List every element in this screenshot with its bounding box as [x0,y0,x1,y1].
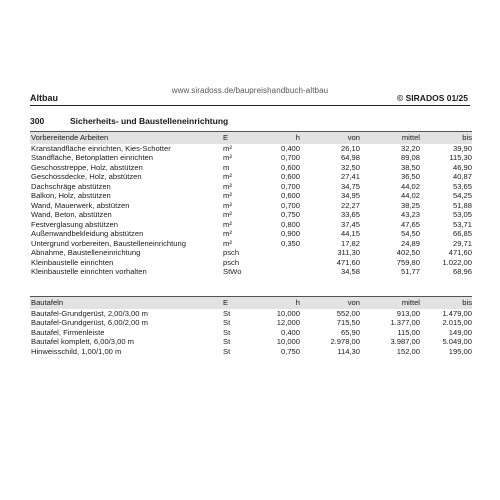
cell-description: Hinweisschild, 1,00/1,00 m [31,346,122,356]
table-row [30,347,472,357]
cell-bis: 2.015,00 [442,318,472,327]
cell-hours [262,267,300,277]
cell-mittel: 38,50 [400,162,420,172]
table-header-row [30,297,472,309]
table-row [30,239,472,249]
cell-description: Kleinbaustelle einrichten [31,257,114,267]
cell-mittel: 115,00 [397,327,420,337]
cell-unit: m² [223,181,232,191]
cell-bis: 149,00 [448,327,472,337]
cell-unit: St [223,318,231,327]
column-header-hours: h [262,297,300,309]
cell-hours: 0,400 [280,143,300,153]
table-row [30,182,472,192]
cell-hours: 0,400 [280,327,300,337]
table-row [30,258,472,268]
section-number: 300 [30,116,45,126]
cell-von: 311,30 [337,248,360,257]
cell-mittel: 44,02 [400,181,420,191]
cell-unit: psch [223,248,240,257]
cell-unit: psch [223,257,240,267]
construction-signs-table [30,296,472,356]
cell-von: 34,95 [340,191,360,200]
cell-bis: 1.479,00 [442,308,472,318]
table-row [30,210,472,220]
edition-label: © SIRADOS 01/25 [397,93,468,103]
table-row [30,191,472,201]
cell-hours: 0,750 [280,346,300,356]
cell-unit: m² [223,229,232,238]
cell-mittel: 32,20 [400,143,420,153]
cell-description: Bautafel komplett, 6,00/3,00 m [31,337,134,346]
column-header-unit: E [222,297,262,309]
column-header-description: Vorbereitende Arbeiten [30,132,222,144]
cell-mittel: 24,89 [400,238,420,248]
cell-von: 27,41 [340,172,360,181]
cell-description: Kranstandfläche einrichten, Kies-Schotter [31,143,171,153]
cell-unit: m² [223,143,232,153]
cell-hours: 12,000 [276,318,300,327]
cell-mittel: 3.987,00 [390,337,420,346]
cell-von: 552,00 [336,308,360,318]
cell-unit: StWo [223,267,242,276]
cell-bis: 5.049,00 [442,337,472,346]
cell-hours: 0,600 [280,162,300,172]
cell-bis: 66,85 [452,229,472,238]
table-row [30,153,472,163]
cell-bis: 53,05 [452,210,472,219]
cell-unit: m² [223,210,232,219]
cell-description: Wand, Mauerwerk, abstützen [31,200,130,210]
cell-mittel: 402,50 [396,248,420,257]
cell-von: 34,58 [340,267,360,276]
column-header-mittel: mittel [360,297,420,309]
cell-von: 471,60 [336,257,360,267]
book-title: Altbau [30,93,58,103]
cell-hours: 0,900 [280,229,300,238]
cell-description: Bautafel-Grundgerüst, 2,00/3,00 m [31,308,148,318]
cell-unit: m² [223,191,232,200]
cell-von: 37,45 [340,219,360,229]
cell-unit: St [223,327,231,337]
table-row [30,337,472,347]
cell-bis: 39,90 [452,143,472,153]
cell-description: Geschosstreppe, Holz, abstützen [31,162,143,172]
cell-mittel: 36,50 [400,172,420,181]
source-url[interactable]: www.siradoss.de/baupreishandbuch-altbau [171,86,329,95]
cell-unit: m² [223,200,232,210]
cell-description: Außenwandbekleidung abstützen [31,229,144,238]
cell-mittel: 44,02 [400,191,420,200]
cell-von: 715,50 [336,318,360,327]
table-row [30,201,472,211]
cell-description: Wand, Beton, abstützen [31,210,112,219]
cell-bis: 29,71 [452,238,472,248]
table-row [30,220,472,230]
section-heading [30,116,228,126]
cell-von: 44,15 [340,229,360,238]
cell-unit: St [223,346,231,356]
cell-bis: 68,96 [452,267,472,276]
table-row [30,248,472,258]
column-header-mittel: mittel [360,132,420,144]
cell-description: Standfläche, Betonplatten einrichten [31,153,154,162]
cell-von: 65,90 [340,327,360,337]
cell-hours: 0,700 [280,200,300,210]
column-header-hours: h [262,132,300,144]
cell-von: 2.978,00 [330,337,360,346]
table-row [30,172,472,182]
cell-mittel: 1.377,00 [390,318,420,327]
cell-bis: 471,60 [448,248,472,257]
column-header-bis: bis [420,132,472,144]
cell-bis: 40,87 [452,172,472,181]
cell-description: Abnahme, Baustelleneinrichtung [31,248,141,257]
cell-description: Bautafel, Firmenleiste [31,327,105,337]
cell-hours: 0,700 [280,153,300,162]
table-row [30,328,472,338]
cell-bis: 1.022,00 [442,257,472,267]
cell-description: Geschossdecke, Holz, abstützen [31,172,142,181]
cell-hours: 10,000 [276,337,300,346]
cell-mittel: 913,00 [396,308,420,318]
column-header-unit: E [222,132,262,144]
cell-von: 64,98 [340,153,360,162]
cell-von: 33,65 [340,210,360,219]
cell-hours: 0,600 [280,172,300,181]
cell-description: Untergrund vorbereiten, Baustelleneinrichtung [31,238,186,248]
cell-mittel: 152,00 [396,346,420,356]
cell-description: Kleinbaustelle einrichten vorhalten [31,267,147,276]
cell-hours: 0,600 [280,191,300,200]
cell-hours: 10,000 [276,308,300,318]
cell-bis: 54,25 [452,191,472,200]
cell-unit: m² [223,153,232,162]
table-row [30,163,472,173]
cell-description: Bautafel-Grundgerüst, 6,00/2,00 m [31,318,148,327]
cell-bis: 195,00 [448,346,472,356]
cell-description: Festverglasung abstützen [31,219,118,229]
cell-hours [262,248,300,258]
cell-unit: St [223,308,231,318]
cell-von: 32,50 [340,162,360,172]
cell-mittel: 47,65 [400,219,420,229]
cell-von: 114,30 [337,346,360,356]
table-row [30,229,472,239]
cell-hours: 0,800 [280,219,300,229]
cell-mittel: 759,80 [396,257,420,267]
table-row [30,309,472,319]
cell-description: Dachschräge abstützen [31,181,111,191]
cell-von: 22,27 [340,200,360,210]
cell-unit: m [223,162,230,172]
cell-mittel: 54,50 [400,229,420,238]
cell-mittel: 38,25 [400,200,420,210]
cell-mittel: 43,23 [400,210,420,219]
table-header-row [30,132,472,144]
cell-hours: 0,700 [280,181,300,191]
column-header-von: von [300,297,360,309]
section-title: Sicherheits- und Baustelleneinrichtung [70,116,229,126]
preparatory-work-table [30,131,472,277]
cell-unit: m² [223,172,232,181]
cell-von: 17,82 [340,238,360,248]
cell-mittel: 51,77 [400,267,420,276]
cell-bis: 53,65 [452,181,472,191]
cell-von: 26,10 [340,143,360,153]
table-row [30,318,472,328]
cell-bis: 51,88 [452,200,472,210]
column-header-bis: bis [420,297,472,309]
table-row [30,267,472,277]
cell-von: 34,75 [340,181,360,191]
cell-bis: 115,30 [449,153,472,162]
cell-hours: 0,750 [280,210,300,219]
cell-hours: 0,350 [280,238,300,248]
cell-bis: 53,71 [452,219,472,229]
table-row [30,144,472,154]
cell-description: Balkon, Holz, abstützen [31,191,111,200]
cell-unit: St [223,337,231,346]
column-header-von: von [300,132,360,144]
column-header-description: Bautafeln [30,297,222,309]
cell-unit: m² [223,238,232,248]
cell-bis: 46,90 [452,162,472,172]
cell-unit: m² [223,219,232,229]
cell-hours [262,258,300,268]
cell-mittel: 89,08 [400,153,420,162]
header-rule [30,105,470,106]
